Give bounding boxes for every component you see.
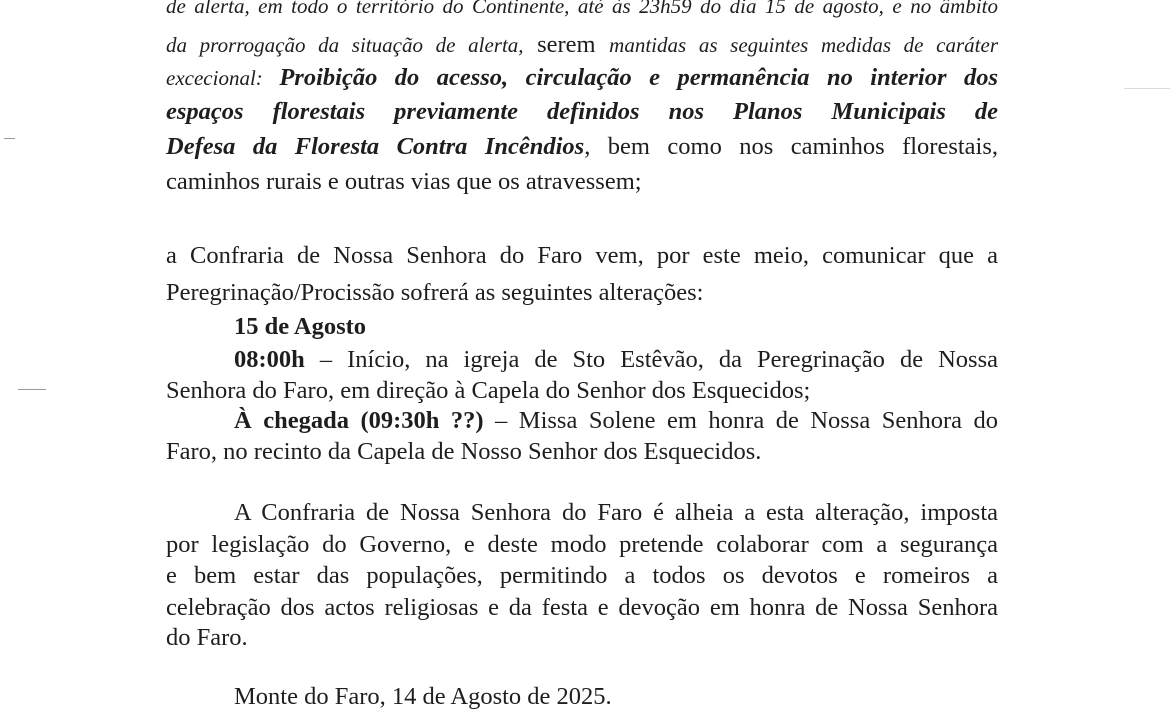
para1-line-2: [166, 30, 998, 60]
para1-line-4: espaços florestais previamente definidos nos Planos Municipais de: [166, 98, 998, 125]
schedule-item-2-time: À chegada (09:30h ??): [234, 407, 484, 434]
para1-line-2-italic-a: da prorrogação da situação de alerta,: [166, 33, 524, 57]
para1-line-3-italic: excecional:: [166, 66, 280, 90]
para3-line-3: e bem estar das populações, permitindo a todos os devotos e romeiros a: [166, 562, 998, 589]
margin-mark-right: [1124, 88, 1170, 89]
schedule-item-1-text: – Início, na igreja de Sto Estêvão, da Peregrinação de Nossa: [304, 346, 998, 373]
para1-line-2-regular: serem: [523, 31, 610, 58]
para1-line-5: [166, 132, 998, 162]
para2-line-2: Peregrinação/Procissão sofrerá as seguintes alterações:: [166, 279, 704, 306]
para2-line-1: a Confraria de Nossa Senhora do Faro vem, por este meio, comunicar que a: [166, 242, 998, 269]
para1-line-5-bold: Defesa da Floresta Contra Incêndios: [166, 133, 585, 160]
schedule-item-1-line-1: [234, 345, 998, 375]
para3-line-1: A Confraria de Nossa Senhora do Faro é alheia a esta alteração, imposta: [234, 499, 998, 526]
schedule-date: 15 de Agosto: [234, 313, 367, 340]
para3-line-2: por legislação do Governo, e deste modo pretende colaborar com a segurança: [166, 531, 998, 558]
margin-mark-top: [4, 138, 15, 139]
schedule-item-1-time: 08:00h: [234, 346, 305, 373]
schedule-item-2-line-2: Faro, no recinto da Capela de Nosso Senhor dos Esquecidos.: [166, 438, 762, 465]
para3-line-4: celebração dos actos religiosas e da festa e devoção em honra de Nossa Senhora: [166, 594, 998, 621]
para1-line-1: de alerta, em todo o território do Continente, até às 23h59 do dia 15 de agosto, e no âmbito: [166, 0, 998, 18]
schedule-item-1-line-2: Senhora do Faro, em direção à Capela do Senhor dos Esquecidos;: [166, 377, 811, 404]
schedule-item-2-line-1: [234, 406, 998, 436]
para1-line-2-italic-b: mantidas as seguintes medidas de caráter: [609, 33, 998, 57]
para3-line-5: do Faro.: [166, 624, 248, 651]
schedule-item-2-text: – Missa Solene em honra de Nossa Senhora do: [483, 407, 998, 434]
para1-line-6: caminhos rurais e outras vias que os atravessem;: [166, 168, 642, 195]
margin-mark-middle: [18, 389, 46, 390]
para1-line-3-bold: Proibição do acesso, circulação e permanência no interior dos: [279, 64, 998, 91]
para1-line-5-regular: , bem como nos caminhos florestais,: [584, 133, 998, 160]
signoff-place-date: Monte do Faro, 14 de Agosto de 2025.: [234, 683, 612, 710]
para1-line-3: [166, 63, 998, 93]
